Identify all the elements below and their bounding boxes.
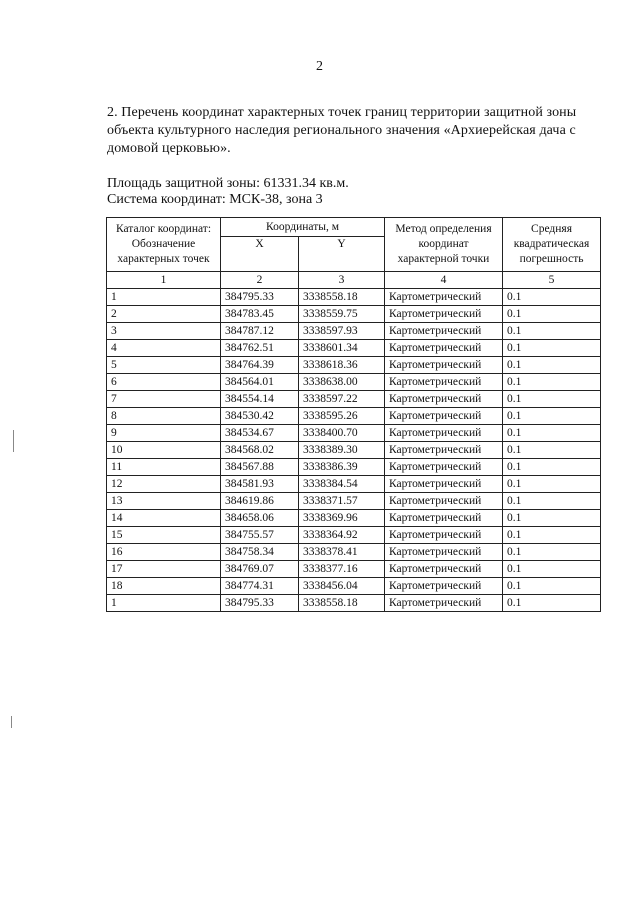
table-header-row — [107, 218, 601, 237]
y-coordinate-cell: 3338389.30 — [299, 442, 385, 459]
y-coordinate-cell: 3338371.57 — [299, 493, 385, 510]
x-coordinate-cell: 384619.86 — [221, 493, 299, 510]
point-number-cell: 9 — [107, 425, 221, 442]
table-row — [107, 289, 601, 306]
point-number-cell: 1 — [107, 595, 221, 612]
table-row — [107, 425, 601, 442]
column-number: 3 — [299, 272, 385, 289]
table-row — [107, 561, 601, 578]
x-coordinate-cell: 384534.67 — [221, 425, 299, 442]
table-row — [107, 357, 601, 374]
header-text: характерных точек — [117, 253, 210, 265]
error-cell: 0.1 — [503, 425, 601, 442]
error-cell: 0.1 — [503, 561, 601, 578]
method-cell: Картометрический — [385, 476, 503, 493]
method-cell: Картометрический — [385, 493, 503, 510]
x-coordinate-cell: 384554.14 — [221, 391, 299, 408]
scan-artifact — [13, 430, 14, 452]
error-cell: 0.1 — [503, 476, 601, 493]
header-text: Каталог координат: — [115, 223, 212, 235]
method-cell: Картометрический — [385, 425, 503, 442]
point-number-cell: 4 — [107, 340, 221, 357]
method-cell: Картометрический — [385, 561, 503, 578]
header-method — [385, 218, 503, 272]
error-cell: 0.1 — [503, 357, 601, 374]
error-cell: 0.1 — [503, 306, 601, 323]
header-text: координат — [418, 238, 469, 250]
header-point-designation — [107, 218, 221, 272]
table-row — [107, 306, 601, 323]
method-cell: Картометрический — [385, 357, 503, 374]
table-row — [107, 459, 601, 476]
header-x: X — [221, 237, 299, 272]
point-number-cell: 14 — [107, 510, 221, 527]
y-coordinate-cell: 3338597.93 — [299, 323, 385, 340]
method-cell: Картометрический — [385, 289, 503, 306]
method-cell: Картометрический — [385, 442, 503, 459]
error-cell: 0.1 — [503, 340, 601, 357]
error-cell: 0.1 — [503, 442, 601, 459]
method-cell: Картометрический — [385, 527, 503, 544]
method-cell: Картометрический — [385, 459, 503, 476]
x-coordinate-cell: 384795.33 — [221, 289, 299, 306]
error-cell: 0.1 — [503, 408, 601, 425]
y-coordinate-cell: 3338558.18 — [299, 595, 385, 612]
header-text: Обозначение — [131, 238, 196, 250]
y-coordinate-cell: 3338638.00 — [299, 374, 385, 391]
section-heading: 2. Перечень координат характерных точек границ территории защитной зоны объекта культурного наследия регионального значения «Архиерейская дача с домовой церковью». — [107, 105, 577, 156]
point-number-cell: 8 — [107, 408, 221, 425]
y-coordinate-cell: 3338384.54 — [299, 476, 385, 493]
table-row — [107, 476, 601, 493]
error-cell: 0.1 — [503, 391, 601, 408]
method-cell: Картометрический — [385, 374, 503, 391]
column-number: 1 — [107, 272, 221, 289]
x-coordinate-cell: 384755.57 — [221, 527, 299, 544]
x-coordinate-cell: 384581.93 — [221, 476, 299, 493]
table-row — [107, 510, 601, 527]
x-coordinate-cell: 384762.51 — [221, 340, 299, 357]
point-number-cell: 5 — [107, 357, 221, 374]
error-cell: 0.1 — [503, 595, 601, 612]
y-coordinate-cell: 3338369.96 — [299, 510, 385, 527]
y-coordinate-cell: 3338559.75 — [299, 306, 385, 323]
point-number-cell: 11 — [107, 459, 221, 476]
method-cell: Картометрический — [385, 595, 503, 612]
y-coordinate-cell: 3338558.18 — [299, 289, 385, 306]
error-cell: 0.1 — [503, 578, 601, 595]
y-coordinate-cell: 3338377.16 — [299, 561, 385, 578]
column-number: 5 — [503, 272, 601, 289]
y-coordinate-cell: 3338364.92 — [299, 527, 385, 544]
y-coordinate-cell: 3338597.22 — [299, 391, 385, 408]
y-coordinate-cell: 3338456.04 — [299, 578, 385, 595]
point-number-cell: 2 — [107, 306, 221, 323]
x-coordinate-cell: 384530.42 — [221, 408, 299, 425]
x-coordinate-cell: 384774.31 — [221, 578, 299, 595]
header-text: Средняя — [531, 223, 572, 235]
x-coordinate-cell: 384787.12 — [221, 323, 299, 340]
header-text: погрешность — [519, 253, 584, 265]
x-coordinate-cell: 384783.45 — [221, 306, 299, 323]
header-text: квадратическая — [513, 238, 590, 250]
table-row — [107, 595, 601, 612]
table-row — [107, 578, 601, 595]
y-coordinate-cell: 3338386.39 — [299, 459, 385, 476]
column-number: 4 — [385, 272, 503, 289]
x-coordinate-cell: 384567.88 — [221, 459, 299, 476]
table-body — [107, 289, 601, 612]
header-coordinates: Координаты, м — [221, 218, 385, 237]
x-coordinate-cell: 384758.34 — [221, 544, 299, 561]
method-cell: Картометрический — [385, 510, 503, 527]
coordinate-system-line: Система координат: МСК-38, зона 3 — [107, 192, 323, 207]
point-number-cell: 3 — [107, 323, 221, 340]
point-number-cell: 6 — [107, 374, 221, 391]
method-cell: Картометрический — [385, 391, 503, 408]
header-text: Метод определения — [395, 223, 492, 235]
y-coordinate-cell: 3338601.34 — [299, 340, 385, 357]
method-cell: Картометрический — [385, 578, 503, 595]
error-cell: 0.1 — [503, 510, 601, 527]
column-number-row — [107, 272, 601, 289]
table-row — [107, 323, 601, 340]
error-cell: 0.1 — [503, 374, 601, 391]
point-number-cell: 13 — [107, 493, 221, 510]
x-coordinate-cell: 384564.01 — [221, 374, 299, 391]
table-row — [107, 442, 601, 459]
point-number-cell: 16 — [107, 544, 221, 561]
error-cell: 0.1 — [503, 544, 601, 561]
y-coordinate-cell: 3338618.36 — [299, 357, 385, 374]
point-number-cell: 1 — [107, 289, 221, 306]
point-number-cell: 10 — [107, 442, 221, 459]
method-cell: Картометрический — [385, 323, 503, 340]
method-cell: Картометрический — [385, 544, 503, 561]
point-number-cell: 18 — [107, 578, 221, 595]
point-number-cell: 15 — [107, 527, 221, 544]
coordinates-table — [106, 217, 601, 612]
y-coordinate-cell: 3338400.70 — [299, 425, 385, 442]
error-cell: 0.1 — [503, 493, 601, 510]
point-number-cell: 17 — [107, 561, 221, 578]
point-number-cell: 12 — [107, 476, 221, 493]
method-cell: Картометрический — [385, 340, 503, 357]
error-cell: 0.1 — [503, 459, 601, 476]
column-number: 2 — [221, 272, 299, 289]
x-coordinate-cell: 384568.02 — [221, 442, 299, 459]
area-line: Площадь защитной зоны: 61331.34 кв.м. — [107, 176, 349, 191]
table-row — [107, 340, 601, 357]
method-cell: Картометрический — [385, 408, 503, 425]
header-mean-square-error — [503, 218, 601, 272]
x-coordinate-cell: 384764.39 — [221, 357, 299, 374]
page-number: 2 — [316, 59, 323, 74]
table-row — [107, 374, 601, 391]
y-coordinate-cell: 3338378.41 — [299, 544, 385, 561]
x-coordinate-cell: 384769.07 — [221, 561, 299, 578]
scan-artifact — [11, 716, 12, 728]
table-row — [107, 527, 601, 544]
header-text: характерной точки — [397, 253, 490, 265]
header-y: Y — [299, 237, 385, 272]
point-number-cell: 7 — [107, 391, 221, 408]
table-row — [107, 408, 601, 425]
method-cell: Картометрический — [385, 306, 503, 323]
error-cell: 0.1 — [503, 527, 601, 544]
error-cell: 0.1 — [503, 323, 601, 340]
x-coordinate-cell: 384658.06 — [221, 510, 299, 527]
error-cell: 0.1 — [503, 289, 601, 306]
table-row — [107, 544, 601, 561]
table-row — [107, 493, 601, 510]
table-row — [107, 391, 601, 408]
x-coordinate-cell: 384795.33 — [221, 595, 299, 612]
y-coordinate-cell: 3338595.26 — [299, 408, 385, 425]
zone-info — [107, 176, 587, 208]
